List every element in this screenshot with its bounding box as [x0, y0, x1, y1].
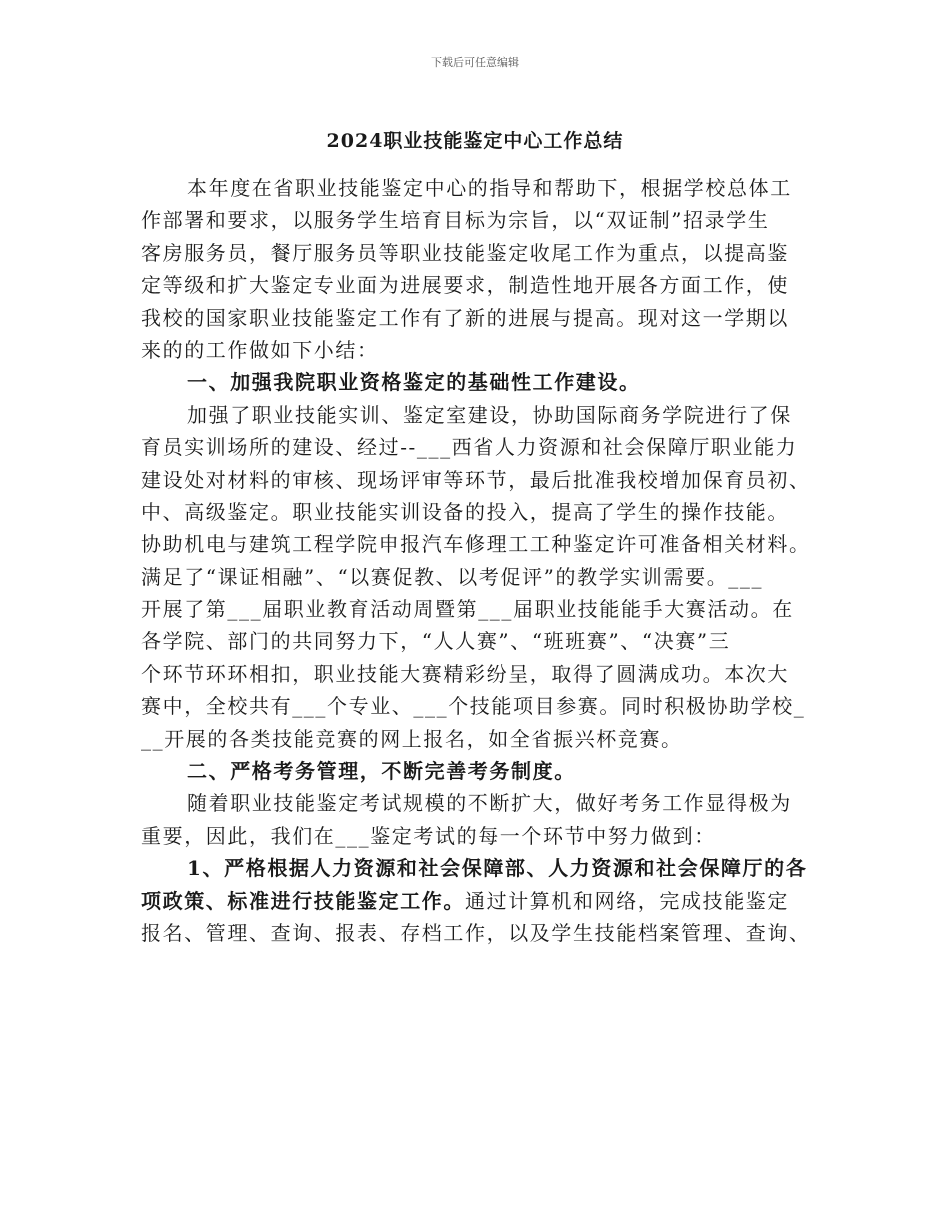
text-line: [141, 723, 811, 755]
text-run: 作部署和要求，以服务学生培育目标为宗旨，以“双证制”招录学生: [141, 208, 770, 233]
text-line: [141, 464, 811, 496]
text-run: 赛中，全校共有___个专业、___个技能项目参赛。同时积极协助学校_: [141, 694, 806, 719]
text-run: 建设处对材料的审核、现场评审等环节，最后批准我校增加保育员初、: [141, 467, 811, 492]
text-line: [141, 561, 811, 593]
text-run: 客房服务员，餐厅服务员等职业技能鉴定收尾工作为重点，以提高鉴: [141, 240, 789, 265]
text-line: [141, 366, 811, 398]
text-run: 本年度在省职业技能鉴定中心的指导和帮助下，根据学校总体工: [187, 176, 792, 200]
text-line: [141, 885, 811, 917]
text-line: [141, 431, 811, 463]
text-run: 报名、管理、查询、报表、存档工作，以及学生技能档案管理、查询、: [141, 920, 811, 945]
text-run: 加强了职业技能实训、鉴定室建设，协助国际商务学院进行了保: [187, 402, 792, 427]
text-run: __开展的各类技能竞赛的网上报名，如全省振兴杯竞赛。: [141, 726, 683, 751]
text-line: [141, 399, 811, 431]
text-run: 1、严格根据人力资源和社会保障部、人力资源和社会保障厅的各: [187, 856, 808, 881]
page-header: 下载后可任意编辑: [431, 56, 519, 69]
text-run: 开展了第___届职业教育活动周暨第___届职业技能能手大赛活动。在: [141, 597, 794, 622]
text-run: 一、加强我院职业资格鉴定的基础性工作建设。: [187, 370, 641, 395]
text-run: 各学院、部门的共同努力下，“人人赛”、“班班赛”、“决赛”三: [141, 629, 731, 654]
text-line: [141, 269, 811, 301]
text-run: 满足了“课证相融”、“以赛促教、以考促评”的教学实训需要。___: [141, 564, 764, 589]
text-run: 协助机电与建筑工程学院申报汽车修理工工种鉴定许可准备相关材料。: [141, 532, 811, 557]
text-run: 育员实训场所的建设、经过--___西省人力资源和社会保障厅职业能力: [141, 435, 798, 460]
text-run: 二、严格考务管理，不断完善考务制度。: [187, 759, 576, 784]
text-run: 来的的工作做如下小结：: [141, 337, 379, 362]
bold-run: 项政策、标准进行技能鉴定工作。: [141, 888, 465, 913]
text-line: [141, 237, 811, 269]
text-line: [141, 496, 811, 528]
text-run: 我校的国家职业技能鉴定工作有了新的进展与提高。现对这一学期以: [141, 305, 789, 330]
text-line: [141, 820, 811, 852]
text-line: [141, 917, 811, 949]
text-run: 随着职业技能鉴定考试规模的不断扩大，做好考务工作显得极为: [187, 791, 792, 816]
text-line: [141, 204, 811, 236]
text-line: [141, 690, 811, 722]
text-line: [141, 302, 811, 334]
document-title: 2024职业技能鉴定中心工作总结: [326, 130, 624, 152]
text-line: [141, 787, 811, 819]
text-run: 个环节环环相扣，职业技能大赛精彩纷呈，取得了圆满成功。本次大: [141, 661, 789, 686]
text-run: 中、高级鉴定。职业技能实训设备的投入，提高了学生的操作技能。: [141, 499, 789, 524]
text-line: [141, 593, 811, 625]
text-line: [141, 625, 811, 657]
text-line: [141, 528, 811, 560]
text-line: [141, 755, 811, 787]
text-run: 定等级和扩大鉴定专业面为进展要求，制造性地开展各方面工作，使: [141, 273, 789, 298]
document-body: [141, 172, 811, 949]
text-run: 通过计算机和网络，完成技能鉴定: [465, 888, 789, 913]
text-run: 重要，因此，我们在___鉴定考试的每一个环节中努力做到：: [141, 823, 716, 848]
text-line: [141, 172, 811, 204]
text-line: [141, 658, 811, 690]
text-line: [141, 852, 811, 884]
text-line: [141, 334, 811, 366]
